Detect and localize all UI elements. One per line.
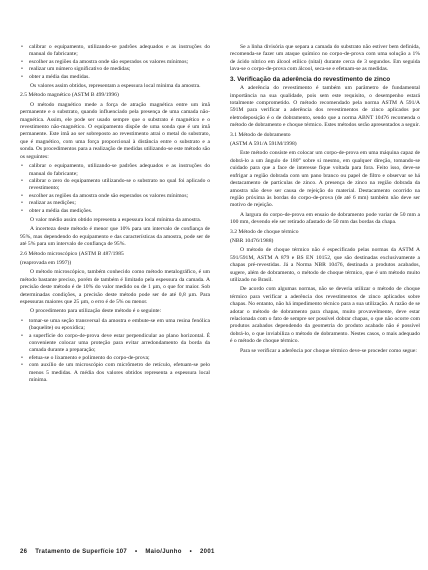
paragraph: A incerteza deste método é menor que 10% para um intervalo de confiança de 95%, mas dependendo do equipamento e das características da amostra, pode ser de até 5% para um intervalo de confiança de 95%. (20, 226, 210, 248)
paragraph: O procedimento para utilização deste método é o seguinte: (30, 308, 162, 315)
separator-dot: • (189, 549, 193, 555)
section-heading-3: 3. Verificação da aderência do revestimento de zinco (230, 75, 391, 83)
issue-months: Maio/Junho (145, 549, 182, 555)
list-item: • realizar as medições; (20, 200, 210, 207)
bullet-list-magnetic (20, 163, 210, 215)
paragraph: O método de choque térmico não é especificado pelas normas da ASTM A 591/591M, ASTM A 879 e BS EN 10152, que são destinadas exclusivamente a chapas pré-revestidas. Já a Norma NBR 10476, destinada a produtos acabados, sugere, além de dobramento, o método de choque térmico, que é um método muito utilizado no Brasil. (230, 247, 420, 283)
separator-dot: • (134, 549, 138, 555)
list-item: • a superfície do corpo-de-prova deve estar perpendicular ao plano horizontal. É conveniente colocar uma proteção para evitar arredondamento da borda da camada durante a preparação; (20, 333, 210, 355)
list-item: • efetua-se o lixamento e polimento do corpo-de-prova; (20, 355, 210, 362)
list-item: • com auxílio de um microscópio com micrômetro de retículo, efetuam-se pelo menos 5 medidas. A média dos valores obtidos representa a espessura local mínima. (20, 362, 210, 384)
issue-year: 2001 (200, 549, 215, 555)
bullet-list-calibration (20, 44, 210, 81)
list-item: • realizar um número significativo de medidas; (20, 66, 210, 73)
section-heading-2-5: 2.5 Método magnético (ASTM B 499/1996) (20, 92, 119, 99)
paragraph: O método microscópico, também conhecido como método metalográfico, é um método bastante preciso, porém de também é limitado pela espessura da camada. A precisão deste método é de 10% do valor medido ou de 1 µm, o que for maior. Sob determinadas condições, a precisão deste método pode ser de até 0,8 µm. Para espessuras maiores que 25 µm, o erro é de 5% ou menor. (20, 269, 210, 305)
list-item: • obter a média das medidas. (20, 74, 210, 81)
list-item: • escolher as regiões da amostra onde são esperados os valores mínimos; (20, 59, 210, 66)
page-footer (20, 549, 221, 555)
paragraph: Se a linha divisória que separa a camada do substrato não estiver bem definida, recomenda-se fazer um ataque químico no corpo-de-prova com uma solução a 1% de ácido nítrico em álcool etílico (nital) durante cerca de 3 segundos. Em seguida lava-se o corpo-de-prova com álcool, seca-se e efetuam-se as medidas. (230, 44, 420, 73)
section-heading-3-2-sub: (NBR 10476/1988) (230, 237, 274, 244)
list-item: • calibrar o equipamento, utilizando-se padrões adequados e as instruções do manual do fabricante; (20, 163, 210, 178)
paragraph: Para se verificar a aderência por choque térmico deve-se proceder como segue: (240, 347, 417, 354)
paragraph: O valor médio assim obtido representa a espessura local mínima da amostra. (30, 216, 202, 223)
paragraph: Os valores assim obtidos, representam a espessura local mínima da amostra. (30, 83, 201, 90)
section-heading-3-1-sub: (ASTM A 591/A 591M/1998) (230, 141, 297, 148)
bullet-list-microscopic (20, 318, 210, 385)
paragraph: A largura do corpo-de-prova em ensaio de dobramento pode variar de 50 mm a 100 mm, devendo ele ser retirado afastado de 50 mm das bordas da chapa. (230, 211, 420, 226)
paragraph: O método magnético mede a força de atração magnética entre um imã permanente e o substrato, quando influenciado pela presença de uma camada não-magnética. Assim, ele pode ser usado sempre que o substrato é magnético e o revestimento não-magnético. O equipamento dispõe de uma sonda que é um imã permanente. Este imã ao ser sobreposto ao revestimento atrai o metal do substrato, que é magnético, com uma força proporcional à distância entre o substrato e a sonda. Os procedimentos para a realização de medidas utilizando-se este método são os seguintes: (20, 101, 210, 160)
page-number: 26 (20, 549, 28, 555)
list-item: • escolher as regiões da amostra onde são esperados os valores mínimos; (20, 193, 210, 200)
paragraph: De acordo com algumas normas, não se deveria utilizar o método de choque térmico para verificar a aderência dos revestimentos de zinco aplicados sobre chapas. No entanto, não há impedimento técnico para a sua utilização. A razão de se adotar o método de dobramento para chapas, muito provavelmente, deve estar relacionada com o fato de sempre ser possível dobrar chapas, o que não ocorre com produtos acabados dependendo da geometria do produto acabado não é possível dobrá-lo, o que inviabiliza o método de dobramento. Nestes casos, o mais adequado é o método de choque térmico. (230, 286, 420, 345)
section-heading-3-2: 3.2 Método de choque térmico (230, 228, 299, 235)
list-item: • calibrar o equipamento, utilizando-se padrões adequados e as instruções do manual do fabricante; (20, 44, 210, 59)
journal-name: Tratamento de Superfície 107 (35, 549, 128, 555)
paragraph: Este método consiste em colocar um corpo-de-prova em uma máquina capaz de dobrá-lo a um ângulo de 180° sobre si mesmo, em qualquer direção, tomando-se cuidado para que a face de interesse fique voltada para fora. Feito isso, deve-se enfrigar a região dobrada com um pano branco ou papel de filtro e observar se há destacamento de partículas de zinco. A presença de zinco na região dobrada da amostra não deve ser causa de rejeição do material. Destacamento ocorrido na região próxima às bordas do corpo-de-prova (de até 6 mm) também não deve ser motivo de rejeição. (230, 150, 420, 209)
right-column (230, 44, 420, 357)
section-heading-3-1: 3.1 Método de dobramento (230, 131, 291, 138)
paragraph: A aderência do revestimento é também um parâmetro de fundamental importância na sua qualidade, pois sem este requisito, o desempenho estará totalmente comprometido. O método recomendado pela norma ASTM A 591/A 591M para verificar a aderência dos revestimentos de zinco aplicados por eletrodeposição é o de dobramento, sendo que a norma ABNT 10476 recomenda o método de dobramento e choque térmico. Estes métodos serão apresentados a seguir. (230, 85, 420, 129)
list-item: • calibrar o zero do equipamento utilizando-se o substrato no qual foi aplicado o revestimento; (20, 178, 210, 193)
section-heading-2-6: 2.6 Método microscópico (ASTM B 487/1985 (20, 250, 124, 257)
left-column (20, 44, 210, 386)
list-item: • obter a média das medições. (20, 208, 210, 215)
section-heading-2-6-sub: (reaprovada em 1997)) (20, 259, 72, 266)
list-item: • tomar-se uma seção transversal da amostra e embute-se em uma resina fenólica (baquelite) ou epoxídica; (20, 318, 210, 333)
